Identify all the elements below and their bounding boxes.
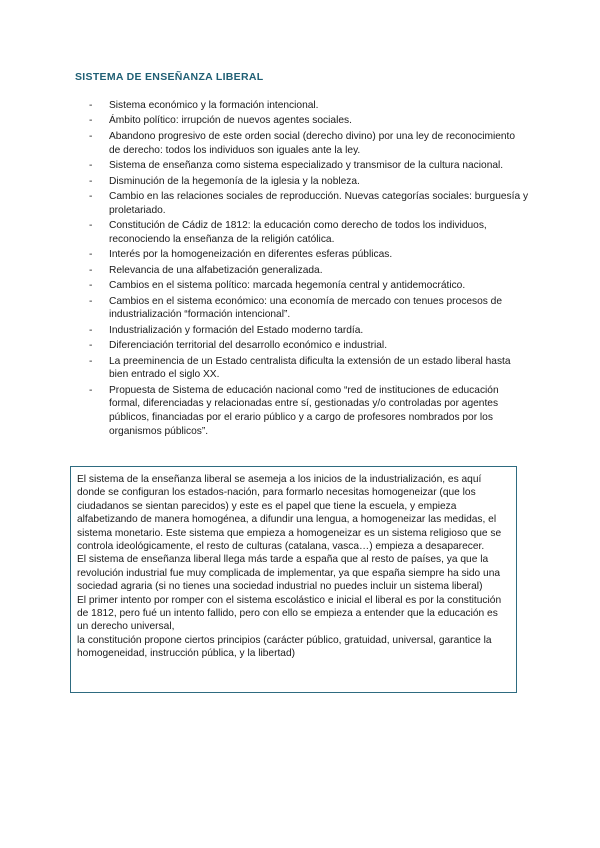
list-item-text: La preeminencia de un Estado centralista dificulta la extensión de un estado liberal hasta bien entrado el siglo XX. <box>109 355 511 381</box>
bullet-list <box>89 99 529 440</box>
bullet-dash: - <box>89 175 93 187</box>
bullet-dash: - <box>89 295 93 307</box>
bullet-dash: - <box>89 249 93 261</box>
page-title: SISTEMA DE ENSEÑANZA LIBERAL <box>75 71 264 83</box>
list-item-text: Sistema de enseñanza como sistema especializado y transmisor de la cultura nacional. <box>109 160 504 172</box>
list-item-text: Cambios en el sistema político: marcada hegemonía central y antidemocrático. <box>109 280 466 292</box>
list-item-text: Industrialización y formación del Estado moderno tardía. <box>109 324 364 336</box>
bullet-dash: - <box>89 100 93 111</box>
list-item <box>89 279 529 293</box>
list-item-text: Constitución de Cádiz de 1812: la educación como derecho de todos los individuos, reconociendo la enseñanza de la religión católica. <box>109 220 487 245</box>
list-item <box>89 130 529 157</box>
notes-paragraph: El primer intento por romper con el sistema escolástico e inicial el liberal es por la constitución de 1812, pero fué un intento fallido, pero con ello se empieza a entender que la educación es un derecho universal, <box>77 594 502 633</box>
bullet-dash: - <box>89 191 93 203</box>
list-item-text: Cambios en el sistema económico: una economía de mercado con tenues procesos de industrialización “formación intencional”. <box>109 295 503 321</box>
bullet-dash: - <box>89 280 93 292</box>
list-item <box>89 99 529 113</box>
notes-box <box>70 466 517 693</box>
list-item-text: Cambio en las relaciones sociales de reproducción. Nuevas categorías sociales: burguesía y proletariado. <box>109 191 529 216</box>
list-item-text: Ámbito político: irrupción de nuevos agentes sociales. <box>109 115 352 127</box>
list-item <box>89 264 529 278</box>
list-item <box>89 339 529 353</box>
list-item <box>89 219 529 246</box>
bullet-dash: - <box>89 115 93 127</box>
list-item-text: Interés por la homogeneización en diferentes esferas públicas. <box>109 249 393 261</box>
list-item-text: Diferenciación territorial del desarrollo económico e industrial. <box>109 340 388 352</box>
bullet-dash: - <box>89 324 93 336</box>
list-item-text: Disminución de la hegemonía de la iglesia y la nobleza. <box>109 175 360 187</box>
list-item <box>89 114 529 128</box>
list-item-text: Abandono progresivo de este orden social (derecho divino) por una ley de reconocimiento de derecho: todos los individuos son iguales ante la ley. <box>109 130 516 156</box>
bullet-dash: - <box>89 220 93 232</box>
list-item <box>89 355 529 382</box>
list-item-text: Propuesta de Sistema de educación nacional como “red de instituciones de educación formal, diferenciadas y relacionadas entre sí, gestionadas y/o controladas por agentes públicos, financiadas por el erario público y a cargo de profesores nombrados por los organismos públicos”. <box>109 384 499 437</box>
list-item <box>89 248 529 262</box>
notes-paragraph: El sistema de la enseñanza liberal se asemeja a los inicios de la industrialización, es aquí donde se configuran los estados-nación, para formarlo necesitas homogeneizar (que los ciudadanos se sientan parecidos) y este es el papel que tiene la escuela, y empieza alfabetizando de manera homogénea, a difundir una lengua, a homogeneizar las medidas, el sistema monetario. Este sistema que empieza a homogeneizar es un sistema religioso que se controla ideológicamente, el resto de culturas (catalana, vasca…) empieza a desaparecer. <box>77 474 502 553</box>
bullet-dash: - <box>89 355 93 367</box>
list-item <box>89 175 529 189</box>
bullet-dash: - <box>89 384 93 396</box>
bullet-dash: - <box>89 160 93 172</box>
list-item <box>89 384 529 438</box>
bullet-dash: - <box>89 130 93 142</box>
list-item <box>89 190 529 217</box>
bullet-dash: - <box>89 340 93 352</box>
notes-paragraph: El sistema de enseñanza liberal llega más tarde a españa que al resto de países, ya que la revolución industrial fue muy complicada de implementar, ya que españa siempre ha sido una sociedad agraria (si no tienes una sociedad industrial no puedes incluir un sistema liberal) <box>77 554 501 593</box>
list-item <box>89 324 529 338</box>
bullet-dash: - <box>89 264 93 276</box>
list-item-text: Sistema económico y la formación intencional. <box>109 100 319 111</box>
notes-paragraph: la constitución propone ciertos principios (carácter público, gratuidad, universal, garantice la homogeneidad, instrucción pública, y la libertad) <box>77 634 492 660</box>
list-item <box>89 295 529 322</box>
list-item <box>89 159 529 173</box>
list-item-text: Relevancia de una alfabetización generalizada. <box>109 264 323 276</box>
